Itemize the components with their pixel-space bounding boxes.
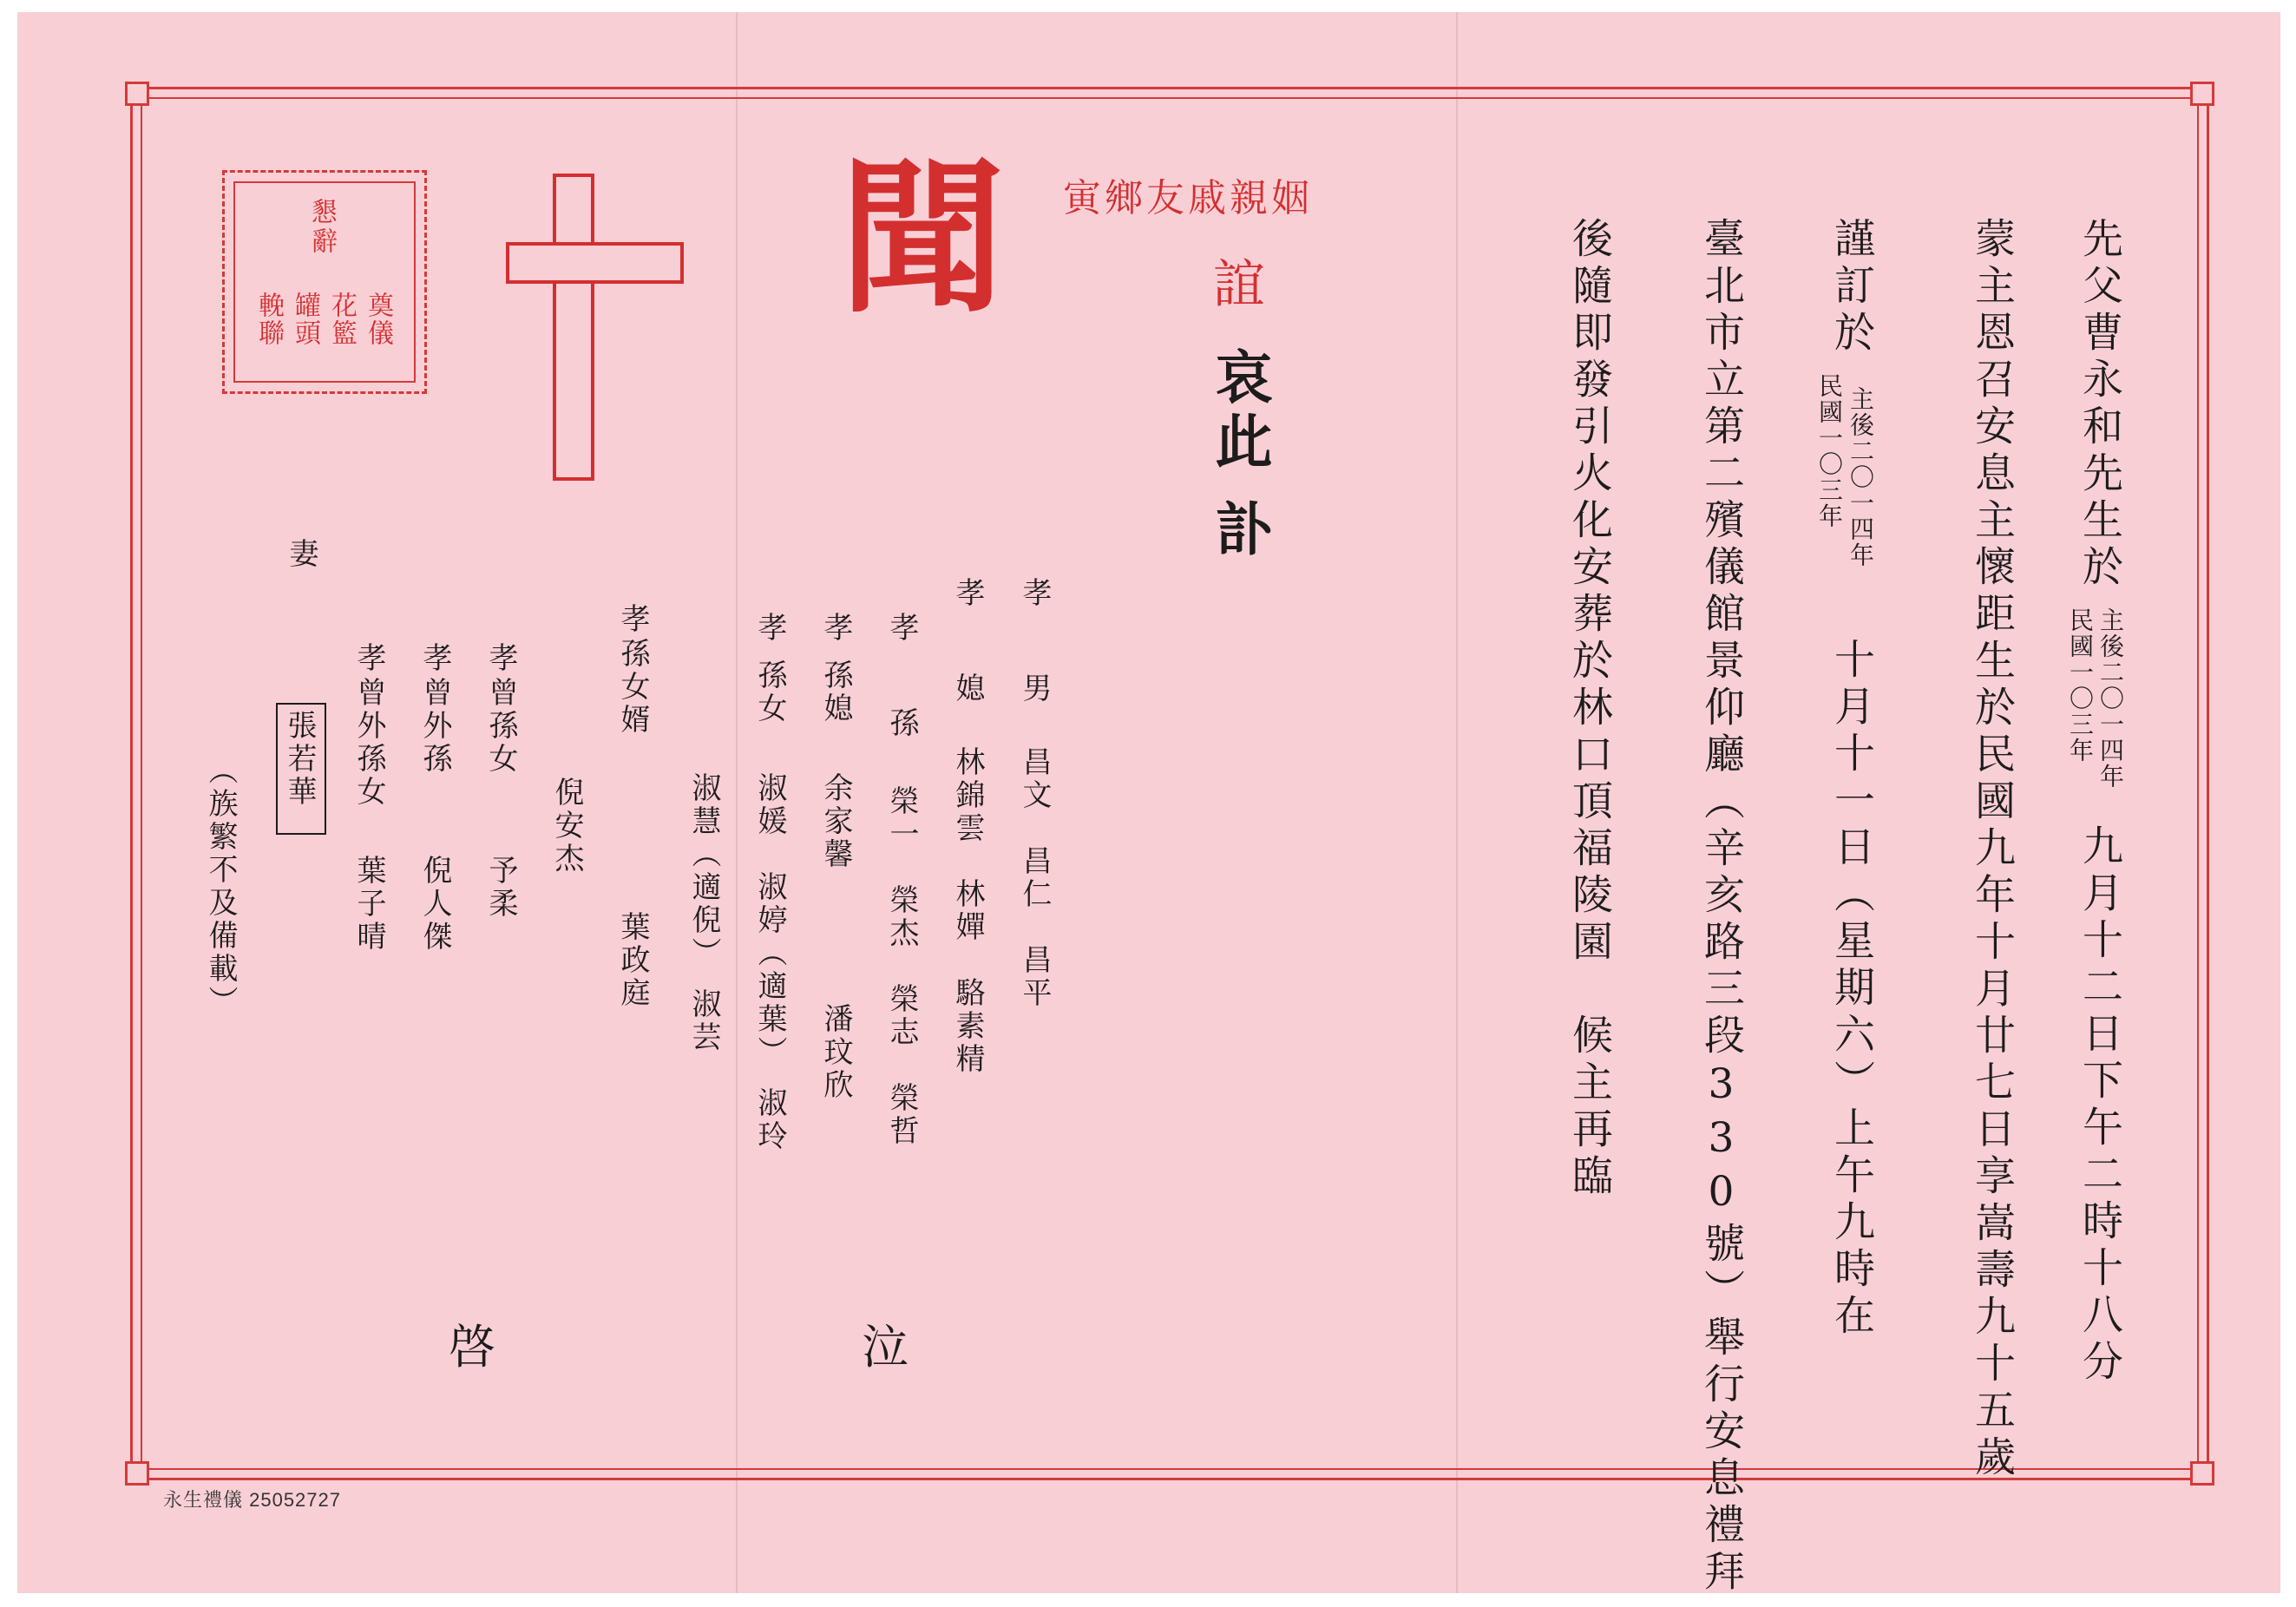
corner-ornament <box>2190 82 2214 106</box>
seal-item: 奠儀 <box>363 292 393 347</box>
corner-ornament <box>2190 1461 2214 1486</box>
seal-item: 輓聯 <box>253 292 284 347</box>
wife-label: 妻 <box>284 538 318 571</box>
summons-line: 蒙主恩召安息主懷距生於民國九年十月廿七日享嵩壽九十五歲 <box>1968 217 2016 1482</box>
family-relation: 孫 <box>884 707 919 740</box>
family-relation: 孫女 <box>752 659 787 725</box>
wife-name: 張若華 <box>282 710 317 809</box>
family-role: 孝 <box>884 612 919 645</box>
seal-item: 罐頭 <box>290 292 320 347</box>
family-names: 予柔 <box>483 855 518 921</box>
family-names: 葉政庭 <box>615 911 650 1010</box>
family-role: 孝 <box>351 642 386 675</box>
cross-icon-bar <box>506 242 684 284</box>
family-names: 淑媛 淑婷（適葉） 淑玲 <box>752 772 787 1153</box>
family-relation: 孫媳 <box>818 659 853 725</box>
grief-line-2: 訃 <box>1205 499 1273 556</box>
family-relation: 男 <box>1017 672 1052 705</box>
family-names: 倪安杰 <box>549 777 584 876</box>
inner-border <box>141 97 2199 1470</box>
cross-center <box>556 246 591 280</box>
seal-title: 懇辭 <box>306 198 337 257</box>
seal-item: 花籃 <box>326 292 357 347</box>
family-names: 淑慧（適倪） 淑芸 <box>686 772 721 1054</box>
recipients-line: 寅鄉友戚親姻 <box>1063 176 1313 220</box>
scheduled-intro: 謹訂於 <box>1827 217 1875 357</box>
venue-line: 臺北市立第二殯儀館景仰廳（辛亥路三段330號）舉行安息禮拜 <box>1697 217 1745 1597</box>
service-year-roc: 民國一〇三年 <box>1815 373 1844 529</box>
family-role: 孝 <box>950 577 985 610</box>
weep-mark: 泣 <box>862 1320 909 1374</box>
death-year-christian: 主後二〇一四年 <box>2096 607 2125 790</box>
family-relation: 孫女婿 <box>615 638 650 737</box>
big-character: 聞 <box>840 141 1006 335</box>
corner-ornament <box>125 82 149 106</box>
burial-line: 後隨即發引火化安葬於林口頂福陵園 候主再臨 <box>1565 217 1613 1201</box>
family-role: 孝 <box>1017 577 1052 610</box>
family-relation: 媳 <box>950 672 985 705</box>
family-names: 余家馨 潘玟欣 <box>818 772 853 1102</box>
death-year-roc: 民國一〇三年 <box>2066 607 2095 764</box>
cross-icon <box>553 174 594 481</box>
family-role: 孝 <box>417 642 452 675</box>
family-relation: 曾外孫 <box>417 677 452 776</box>
deceased-line: 先父曹永和先生於 <box>2076 217 2123 592</box>
family-relation: 曾孫女 <box>483 677 518 776</box>
family-names: 榮一 榮杰 榮志 榮哲 <box>884 785 919 1148</box>
family-relation: 曾外孫女 <box>351 677 386 809</box>
service-time: 十月十一日（星期六）上午九時在 <box>1827 638 1875 1341</box>
service-year-christian: 主後二〇一四年 <box>1847 386 1875 568</box>
death-time: 九月十二日下午二時十八分 <box>2076 824 2123 1387</box>
corner-ornament <box>125 1461 149 1486</box>
announce-mark: 啓 <box>449 1320 495 1374</box>
family-role: 孝 <box>752 612 787 645</box>
family-role: 孝 <box>483 642 518 675</box>
grief-line-1: 哀此 <box>1205 347 1273 476</box>
family-names: 倪人傑 <box>417 855 452 954</box>
family-role: 孝 <box>615 603 650 636</box>
family-role: 孝 <box>818 612 853 645</box>
omission-note: （族繁不及備載） <box>203 755 238 1019</box>
honorific: 誼 <box>1213 254 1265 315</box>
family-names: 葉子晴 <box>351 855 386 954</box>
family-names: 林錦雲 林嬋 駱素精 <box>950 746 985 1076</box>
footer-funeral-home: 永生禮儀 25052727 <box>163 1489 341 1511</box>
family-names: 昌文 昌仁 昌平 <box>1017 746 1052 1010</box>
